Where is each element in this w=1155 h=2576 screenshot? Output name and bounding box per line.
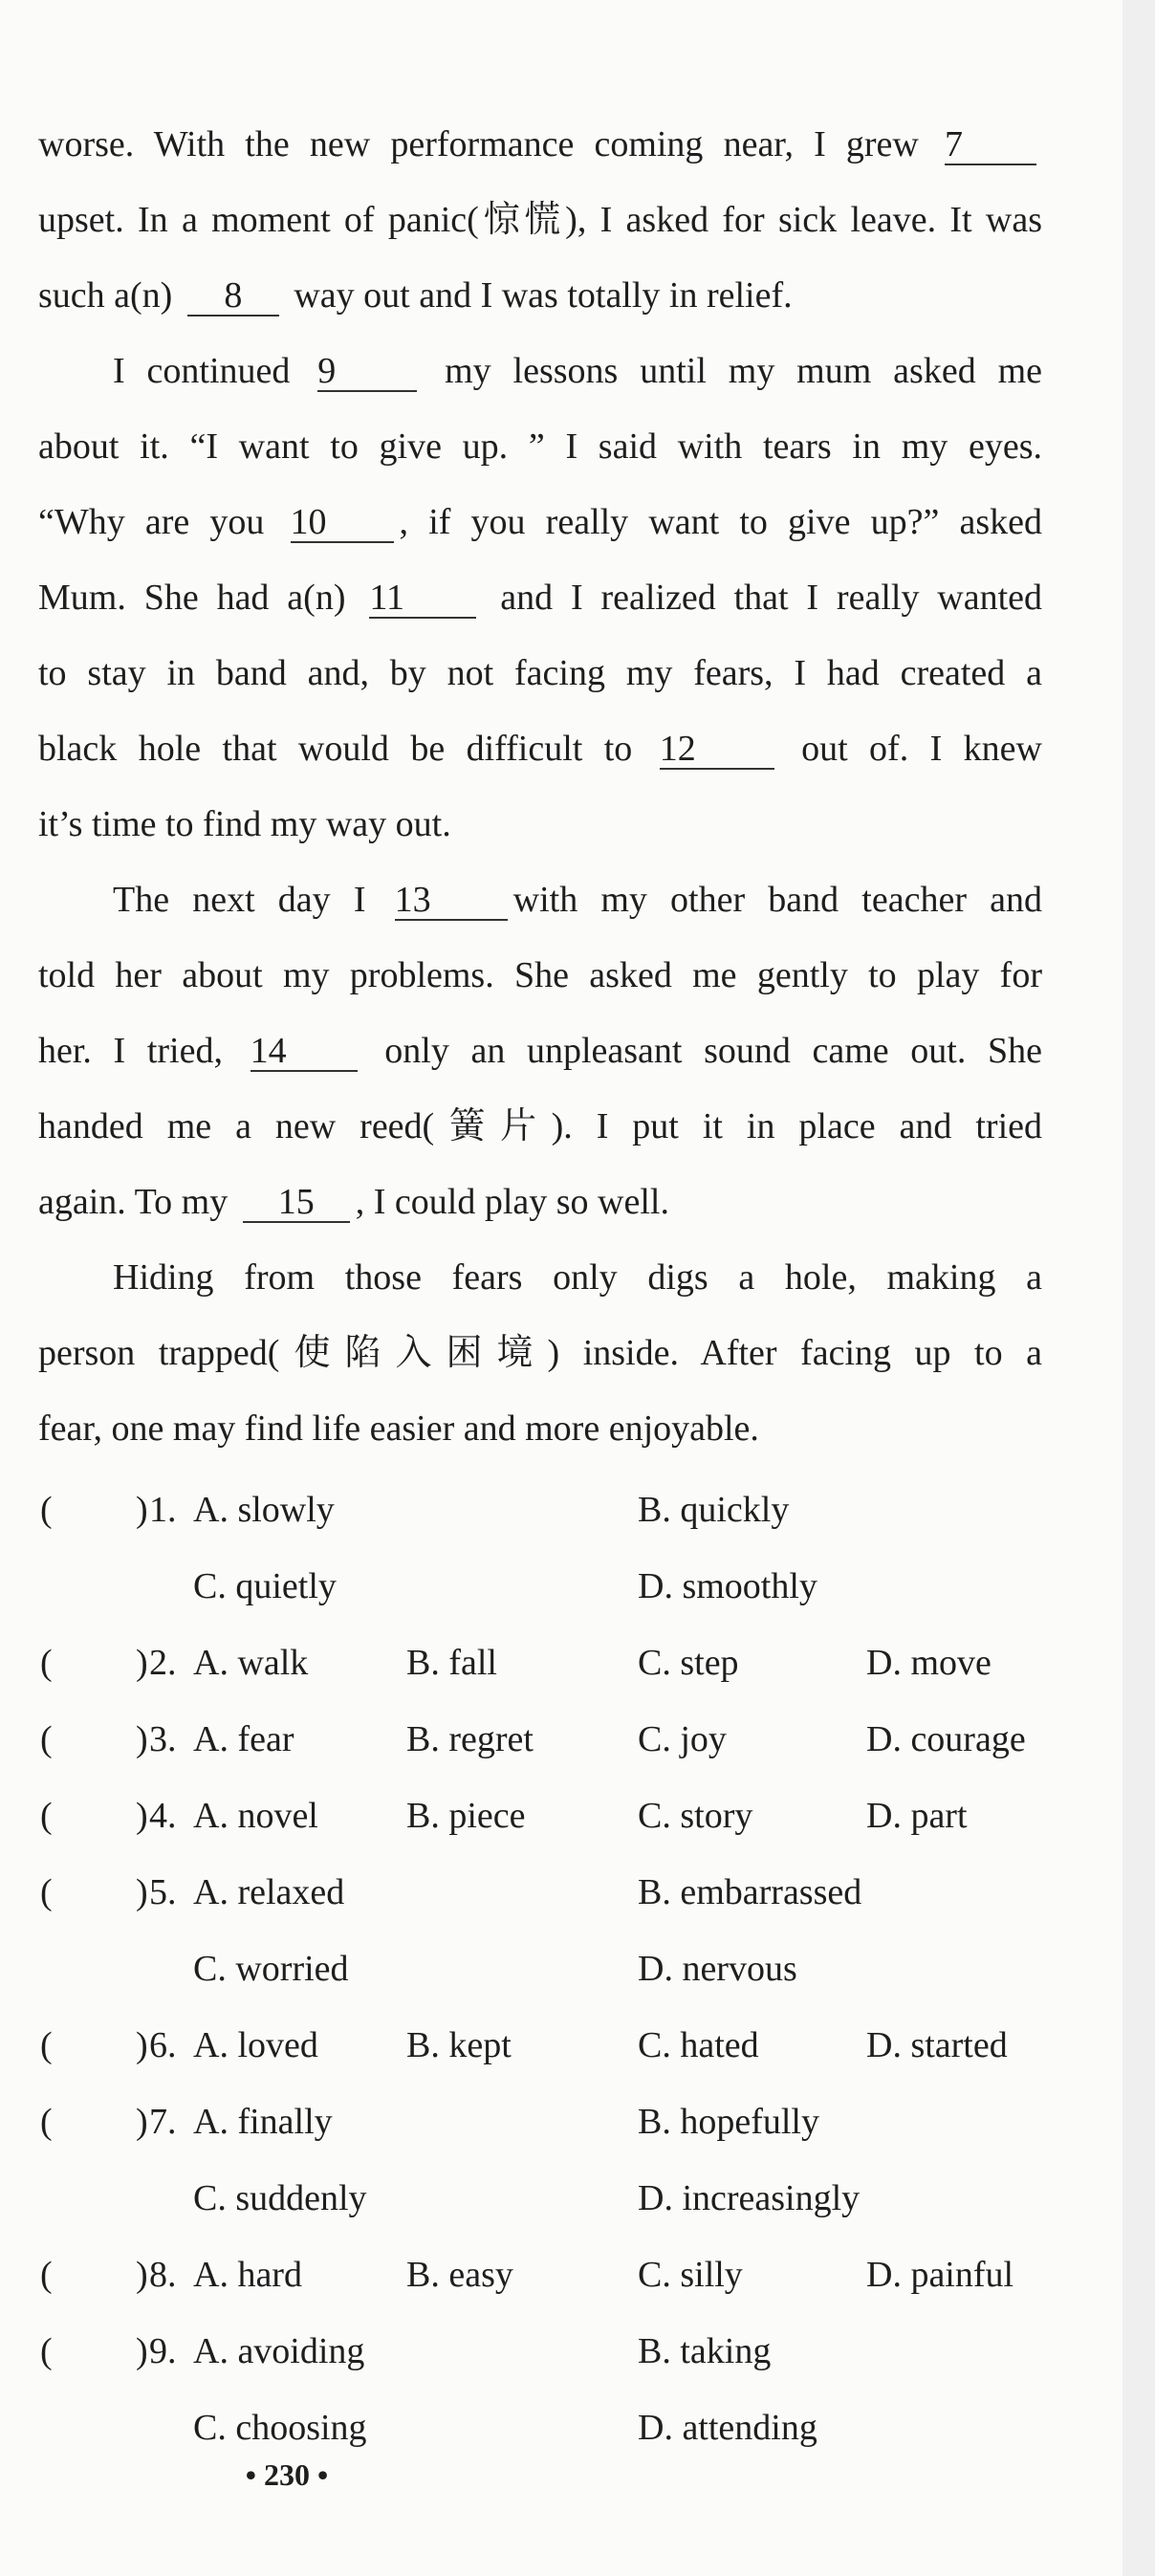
option-a: A. fear	[193, 1719, 294, 1759]
option-d: D. move	[866, 1643, 992, 1683]
option-b: B. fall	[406, 1643, 497, 1683]
option-c: C. joy	[638, 1719, 727, 1759]
answer-paren-close: )	[136, 2025, 148, 2065]
option-c: C. silly	[638, 2255, 743, 2295]
passage-line: her. I tried, 14 only an unpleasant sound came out. She	[38, 1031, 1042, 1071]
option-b: B. quickly	[638, 1490, 790, 1530]
option-d: D. part	[866, 1796, 968, 1836]
passage-line: “Why are you 10 , if you really want to give up?” asked	[38, 502, 1042, 542]
blank-7[interactable]: 7	[945, 125, 1036, 165]
passage-line: told her about my problems. She asked me gently to play for	[38, 955, 1042, 995]
option-a: A. relaxed	[193, 1872, 345, 1912]
page-number: • 230 •	[245, 2457, 329, 2492]
option-c: C. choosing	[193, 2408, 367, 2448]
option-a: A. loved	[193, 2025, 318, 2065]
option-a: A. avoiding	[193, 2331, 365, 2371]
passage-line: I continued 9 my lessons until my mum asked me	[113, 351, 1042, 391]
option-b: B. kept	[406, 2025, 512, 2065]
question-9	[0, 2329, 1155, 2373]
answer-paren-open[interactable]: (	[40, 2025, 53, 2065]
answer-paren-open[interactable]: (	[40, 2102, 53, 2142]
passage-line: Mum. She had a(n) 11 and I realized that I really wanted	[38, 578, 1043, 618]
option-d: D. started	[866, 2025, 1008, 2065]
blank-11[interactable]: 11	[369, 579, 476, 619]
passage-line: Hiding from those fears only digs a hole, making a	[113, 1257, 1042, 1298]
answer-paren-open[interactable]: (	[40, 2255, 53, 2295]
option-c: C. step	[638, 1643, 739, 1683]
answer-paren-close: )	[136, 1643, 148, 1683]
option-d: D. increasingly	[638, 2178, 861, 2218]
question-3	[0, 1717, 1155, 1761]
passage-line: about it. “I want to give up. ” I said with tears in my eyes.	[38, 426, 1042, 467]
option-d: D. nervous	[638, 1949, 797, 1989]
option-c: C. hated	[638, 2025, 759, 2065]
option-a: A. hard	[193, 2255, 302, 2295]
question-9-row-2	[0, 2406, 1155, 2450]
question-number: 2.	[149, 1643, 177, 1683]
passage-line: such a(n) 8 way out and I was totally in relief.	[38, 275, 793, 316]
option-a: A. walk	[193, 1643, 309, 1683]
option-b: B. taking	[638, 2331, 772, 2371]
question-6	[0, 2023, 1155, 2067]
question-number: 5.	[149, 1872, 177, 1912]
option-a: A. novel	[193, 1796, 318, 1836]
question-number: 4.	[149, 1796, 177, 1836]
option-c: C. story	[638, 1796, 753, 1836]
option-b: B. regret	[406, 1719, 534, 1759]
option-c: C. suddenly	[193, 2178, 367, 2218]
answer-paren-open[interactable]: (	[40, 1872, 53, 1912]
passage-line: black hole that would be difficult to 12 out of. I knew	[38, 729, 1042, 769]
answer-paren-close: )	[136, 1490, 148, 1530]
answer-paren-open[interactable]: (	[40, 1643, 53, 1683]
question-number: 6.	[149, 2025, 177, 2065]
question-number: 7.	[149, 2102, 177, 2142]
passage-line: handed me a new reed(簧片). I put it in place and tried	[38, 1106, 1042, 1146]
answer-paren-open[interactable]: (	[40, 1719, 53, 1759]
option-a: A. slowly	[193, 1490, 335, 1530]
question-number: 9.	[149, 2331, 177, 2371]
blank-14[interactable]: 14	[251, 1032, 358, 1072]
option-c: C. worried	[193, 1949, 349, 1989]
option-b: B. hopefully	[638, 2102, 819, 2142]
option-a: A. finally	[193, 2102, 333, 2142]
option-d: D. smoothly	[638, 1566, 817, 1606]
answer-paren-close: )	[136, 1872, 148, 1912]
answer-paren-close: )	[136, 2255, 148, 2295]
question-1	[0, 1488, 1155, 1532]
answer-paren-open[interactable]: (	[40, 1490, 53, 1530]
option-d: D. painful	[866, 2255, 1014, 2295]
question-7-row-2	[0, 2176, 1155, 2220]
question-5-row-2	[0, 1947, 1155, 1991]
answer-paren-open[interactable]: (	[40, 1796, 53, 1836]
question-7	[0, 2100, 1155, 2144]
question-number: 1.	[149, 1490, 177, 1530]
passage-line: person trapped(使陷入困境) inside. After facing up to a	[38, 1333, 1042, 1373]
question-1-row-2	[0, 1564, 1155, 1608]
passage-line: upset. In a moment of panic(惊慌), I asked for sick leave. It was	[38, 200, 1042, 240]
passage-line: worse. With the new performance coming near, I grew 7	[38, 107, 1042, 183]
passage-line: fear, one may find life easier and more enjoyable.	[38, 1408, 759, 1449]
answer-paren-close: )	[136, 2102, 148, 2142]
blank-12[interactable]: 12	[660, 730, 774, 770]
answer-paren-close: )	[136, 2331, 148, 2371]
question-8	[0, 2253, 1155, 2297]
option-b: B. embarrassed	[638, 1872, 862, 1912]
option-b: B. piece	[406, 1796, 526, 1836]
question-number: 3.	[149, 1719, 177, 1759]
answer-paren-close: )	[136, 1796, 148, 1836]
question-number: 8.	[149, 2255, 177, 2295]
passage-line: to stay in band and, by not facing my fears, I had created a	[38, 653, 1042, 693]
answer-paren-open[interactable]: (	[40, 2331, 53, 2371]
question-4	[0, 1794, 1155, 1838]
blank-10[interactable]: 10	[291, 503, 394, 543]
option-b: B. easy	[406, 2255, 513, 2295]
option-c: C. quietly	[193, 1566, 337, 1606]
blank-9[interactable]: 9	[317, 352, 417, 392]
answer-paren-close: )	[136, 1719, 148, 1759]
question-5	[0, 1870, 1155, 1914]
blank-8[interactable]: 8	[187, 276, 279, 317]
reading-passage	[38, 107, 1042, 1467]
question-2	[0, 1641, 1155, 1685]
passage-line: it’s time to find my way out.	[38, 804, 451, 844]
blank-15[interactable]: 15	[243, 1183, 350, 1223]
blank-13[interactable]: 13	[395, 881, 508, 921]
option-d: D. attending	[638, 2408, 817, 2448]
passage-line: again. To my 15 , I could play so well.	[38, 1182, 669, 1222]
passage-line: The next day I 13 with my other band teacher and	[113, 880, 1042, 920]
option-d: D. courage	[866, 1719, 1026, 1759]
